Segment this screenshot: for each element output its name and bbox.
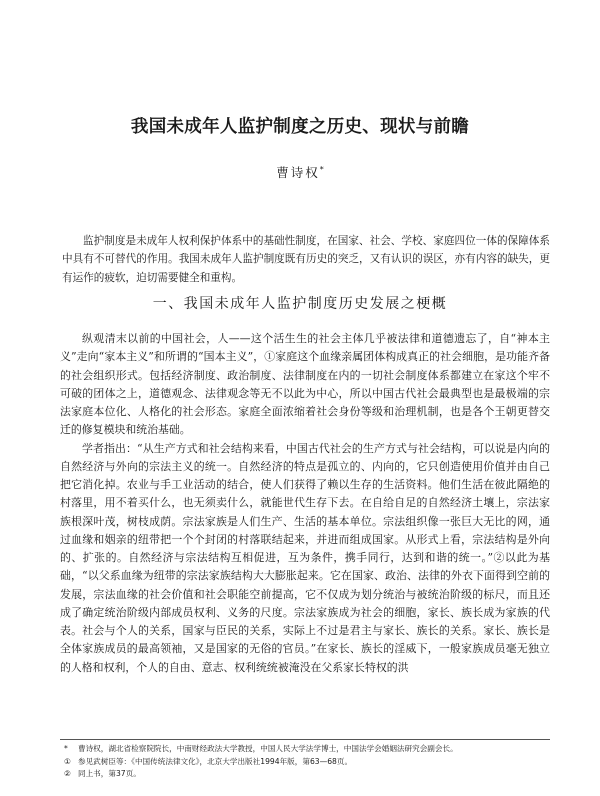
footnote-text: 同上书，第37页。 xyxy=(78,769,141,779)
paragraph: 纵观清末以前的中国社会，人——这个活生生的社会主体几乎被法律和道德遗忘了，自“神本主义”走向“家本主义”和所谓的“国本主义”，①家庭这个血缘亲属团体构成真正的社会细胞，是功能齐备的社会组织形式。包括经济制度、政治制度、法律制度在内的一切社会制度体系都建立在家这个牢不可破的团体之上，道德观念、法律观念等无不以此为中心，所以中国古代社会最典型也是最极端的宗法家庭本位化、人格化的社会形态。家庭全面浓缩着社会身份等级和治理机制，也是各个王朝更替交迁的修复模块和统治基础。 xyxy=(60,332,550,437)
footnotes xyxy=(60,739,550,781)
footnote-mark: ① xyxy=(64,756,71,766)
author-name: 曹诗权 xyxy=(276,165,320,180)
abstract: 监护制度是未成年人权利保护体系中的基础性制度，在国家、社会、学校、家庭四位一体的保障体系中具有不可替代的作用。我国未成年人监护制度既有历史的突乏，又有认识的误区，亦有内容的缺失，更有运作的疲软，迫切需要健全和重构。 xyxy=(62,235,550,284)
paragraph: 学者指出：“从生产方式和社会结构来看，中国古代社会的生产方式与社会结构，可以说是内向的自然经济与外向的宗法主义的统一。自然经济的特点是孤立的、内向的，它只创造使用价值并由自己把它消化掉。农业与手工业活动的结合，使人们获得了赖以生存的生活资料。他们生活在彼此隔绝的村落里，用不着买什么，也无须卖什么，就能世代生存下去。在自给自足的自然经济土壤上，宗法家族根深叶茂，树枝成荫。宗法家族是人们生产、生活的基本单位。宗法组织像一张巨大无比的网，通过血缘和姻亲的纽带把一个个封闭的村落联结起来，并进而组成国家。从形式上看，宗法结构是外向的、扩张的。自然经济与宗法结构互相促进，互为条件，携手同行，达到和谐的统一。”②以此为基础，“以父系血缘为纽带的宗法家族结构大大膨胀起来。它在国家、政治、法律的外衣下面得到空前的发展，宗法血缘的社会价值和社会职能空前提高，它不仅成为划分统治与被统治阶级的标尺，而且还成了确定统治阶级内部成员权利、义务的尺度。宗法家族成为社会的细胞，家长、族长成为家族的代表。社会与个人的关系，国家与臣民的关系，实际上不过是君主与家长、族长的关系。家长、族长是全体家族成员的最高领袖，又是国家的无俗的官员。”在家长、族长的淫威下，一般家族成员毫无独立的人格和权利，个人的自由、意志、权利统统被淹没在父系家长特权的洪 xyxy=(60,441,550,674)
paper-title: 我国未成年人监护制度之历史、现状与前瞻 xyxy=(130,117,470,137)
body-text xyxy=(60,330,550,677)
footnote-text: 参见武树臣等：《中国传统法律文化》，北京大学出版社1994年版，第63—68页。 xyxy=(78,756,353,766)
footnote xyxy=(60,768,550,781)
footnote xyxy=(60,743,550,756)
author-footnote-mark: * xyxy=(319,164,324,174)
footnote-mark: ② xyxy=(64,769,71,779)
footnote-text: 曹诗权，湖北省检察院院长，中南财经政法大学教授，中国人民大学法学博士，中国法学会婚姻法研究会副会长。 xyxy=(78,744,458,753)
footnote xyxy=(60,756,550,769)
author-line xyxy=(0,163,600,181)
footnote-mark: * xyxy=(64,744,68,753)
section-heading: 一、我国未成年人监护制度历史发展之梗概 xyxy=(152,296,448,312)
